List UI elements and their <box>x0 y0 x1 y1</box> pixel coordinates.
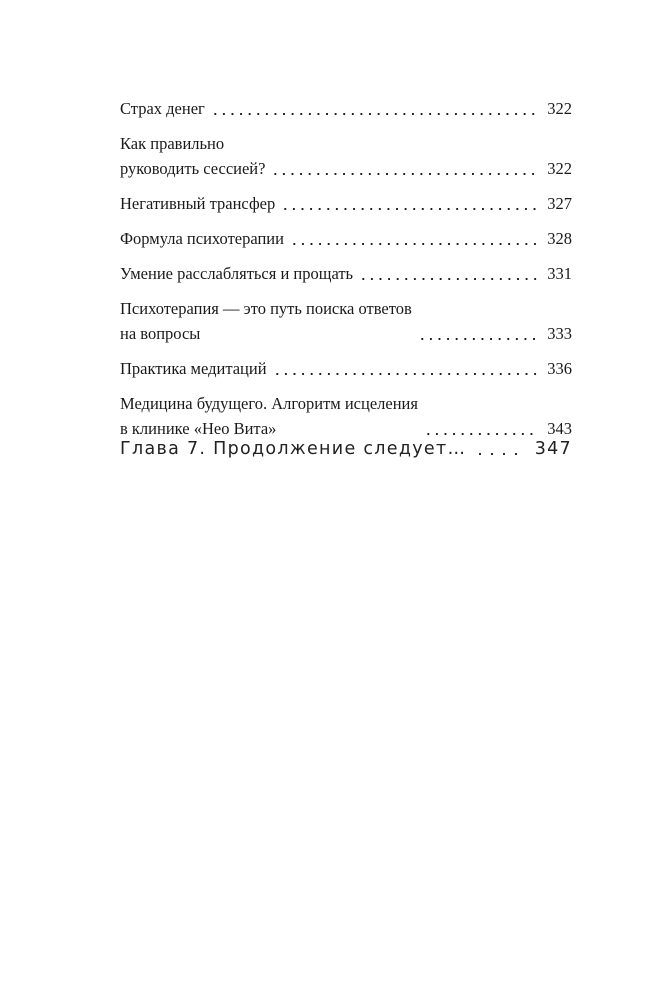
toc-entry <box>120 226 572 251</box>
dot-leader <box>290 243 538 245</box>
dot-leader <box>418 338 538 340</box>
toc-entry-page: 322 <box>547 159 572 178</box>
toc-entry-title: Как правильно руководить сессией? <box>120 134 266 178</box>
toc-entry-page: 343 <box>547 419 572 438</box>
toc-entry-page: 328 <box>547 229 572 248</box>
chapter-title: Глава 7. Продолжение следует… <box>120 439 467 459</box>
toc-entry <box>120 356 572 381</box>
toc-entry-page: 322 <box>547 99 572 118</box>
toc-entry <box>120 131 572 181</box>
toc-entry <box>120 96 572 121</box>
toc-entry <box>120 261 572 286</box>
toc-entry <box>120 391 572 441</box>
toc-entry-page: 336 <box>547 359 572 378</box>
dot-leader <box>474 453 526 455</box>
toc-entry <box>120 191 572 216</box>
table-of-contents <box>120 96 572 451</box>
chapter-page: 347 <box>534 439 572 459</box>
toc-entry-page: 333 <box>547 324 572 343</box>
toc-entry <box>120 296 572 346</box>
toc-entry-title: Умение расслабляться и прощать <box>120 264 354 283</box>
toc-entry-title: Страх денег <box>120 99 205 118</box>
toc-entry-title: Медицина будущего. Алгоритм исцеления в клинике «Нео Вита» <box>120 394 418 438</box>
dot-leader <box>359 278 538 280</box>
toc-entry-page: 331 <box>547 264 572 283</box>
dot-leader <box>271 173 538 175</box>
toc-chapter-entry <box>120 436 572 462</box>
toc-entry-title: Практика медитаций <box>120 359 267 378</box>
dot-leader <box>281 208 538 210</box>
toc-entry-title: Формула психотерапии <box>120 229 284 248</box>
dot-leader <box>211 113 538 115</box>
dot-leader <box>424 433 538 435</box>
toc-entry-title: Негативный трансфер <box>120 194 276 213</box>
dot-leader <box>273 373 538 375</box>
toc-entry-page: 327 <box>547 194 572 213</box>
toc-entry-title: Психотерапия — это путь поиска ответов на вопросы <box>120 299 412 343</box>
